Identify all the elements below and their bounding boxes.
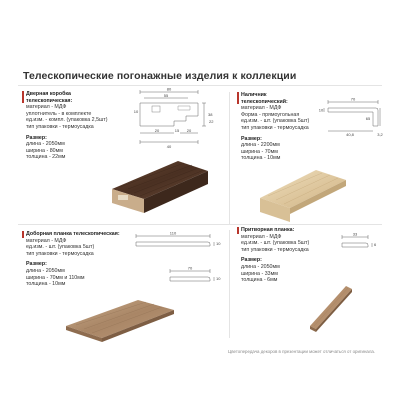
spec-line: материал - МДФ (26, 104, 67, 111)
dimension-label: 15 (174, 128, 180, 133)
dimension-label: 22 (209, 119, 214, 124)
dimension-label: 10 (216, 276, 221, 281)
spec-line: тип упаковки - термоусадка (26, 250, 94, 257)
dimension-label: 80 (166, 86, 172, 92)
dimension-label: 65 (365, 116, 371, 121)
product-heading: Наличник (241, 92, 267, 98)
size-line: длина - 2200мм (241, 142, 280, 149)
product-stop-strip-text (237, 227, 337, 284)
size-line: толщина - 6мм (241, 277, 278, 284)
extension-board-technical-drawing (130, 231, 222, 297)
size-line: длина - 2050мм (26, 141, 65, 148)
accent-bar (237, 92, 239, 104)
stop-strip-product-image (306, 282, 356, 339)
size-line: длина - 2050мм (241, 263, 280, 270)
spec-line: материал - МДФ (26, 237, 67, 244)
size-heading: Размер: (241, 135, 262, 142)
product-heading: Притворная планка: (241, 227, 295, 233)
spec-line: тип упаковки - термоусадка (241, 124, 309, 131)
size-heading: Размер: (26, 134, 47, 141)
casing-product-image (258, 168, 348, 229)
dimension-label: 55 (163, 93, 169, 98)
spec-line: материал - МДФ (241, 233, 282, 240)
size-heading: Размер: (26, 261, 47, 268)
stop-strip-technical-drawing (336, 232, 382, 256)
size-line: ширина - 80мм (26, 147, 63, 154)
size-heading: Размер: (241, 257, 262, 264)
door-frame-product-image (104, 157, 210, 220)
spec-line: уплотнитель - в комплекте (26, 110, 92, 117)
spec-line: ед.изм. - шт. (упаковка 5шт) (241, 240, 310, 247)
dimension-label: 20 (154, 128, 160, 133)
vertical-divider (229, 230, 230, 338)
size-line: толщина - 10мм (26, 281, 66, 288)
color-disclaimer-footnote: Цветопередача декоров в презентации может отличаться от оригинала. (228, 349, 376, 354)
size-line: ширина - 70мм и 110мм (26, 274, 85, 281)
product-door-frame-text (22, 91, 132, 161)
product-heading: телескопическая: (26, 97, 73, 104)
dimension-label: 33 (352, 231, 358, 237)
size-line: длина - 2050мм (26, 267, 65, 274)
dimension-label: 3,2 (377, 132, 383, 137)
dimension-label: 10 (318, 107, 324, 113)
spec-line: ед.изм. - шт. (упаковка 5шт) (26, 244, 95, 251)
dimension-label: 20 (186, 128, 192, 133)
spec-line: материал - МДФ (241, 105, 282, 112)
size-line: ширина - 33мм (241, 270, 278, 277)
spec-line: ед.изм. - компл. (упаковка 2,5шт) (26, 117, 108, 124)
extension-board-product-image (62, 298, 178, 353)
casing-technical-drawing (318, 96, 384, 138)
accent-bar (22, 231, 24, 238)
dimension-label: 40,8 (346, 132, 354, 137)
vertical-divider (229, 92, 230, 224)
product-heading: Доборная планка телескопическая: (26, 231, 120, 237)
size-line: ширина - 70мм (241, 148, 278, 155)
dimension-label: 10 (133, 109, 139, 114)
dimension-label: 70 (350, 96, 356, 102)
size-line: толщина - 10мм (241, 155, 281, 162)
accent-bar (22, 91, 24, 103)
section-divider (18, 224, 382, 225)
dimension-label: 38 (208, 112, 213, 117)
product-heading: телескопический: (241, 98, 288, 105)
size-line: толщина - 22мм (26, 154, 66, 161)
spec-line: тип упаковки - термоусадка (241, 246, 309, 253)
dimension-label: 70 (187, 265, 193, 271)
product-heading: Дверная коробка (26, 91, 72, 97)
dimension-label: 6 (374, 242, 377, 247)
page-title: Телескопические погонажные изделия к коллекции (23, 70, 297, 82)
spec-line: ед.изм. - шт. (упаковка 5шт) (241, 118, 310, 125)
dimension-label: 40 (166, 144, 172, 149)
dimension-label: 10 (216, 241, 221, 246)
door-frame-technical-drawing (134, 86, 224, 152)
spec-line: Форма - прямоугольная (241, 111, 300, 118)
dimension-label: 110 (169, 230, 177, 236)
accent-bar (237, 227, 239, 234)
spec-line: тип упаковки - термоусадка (26, 123, 94, 130)
